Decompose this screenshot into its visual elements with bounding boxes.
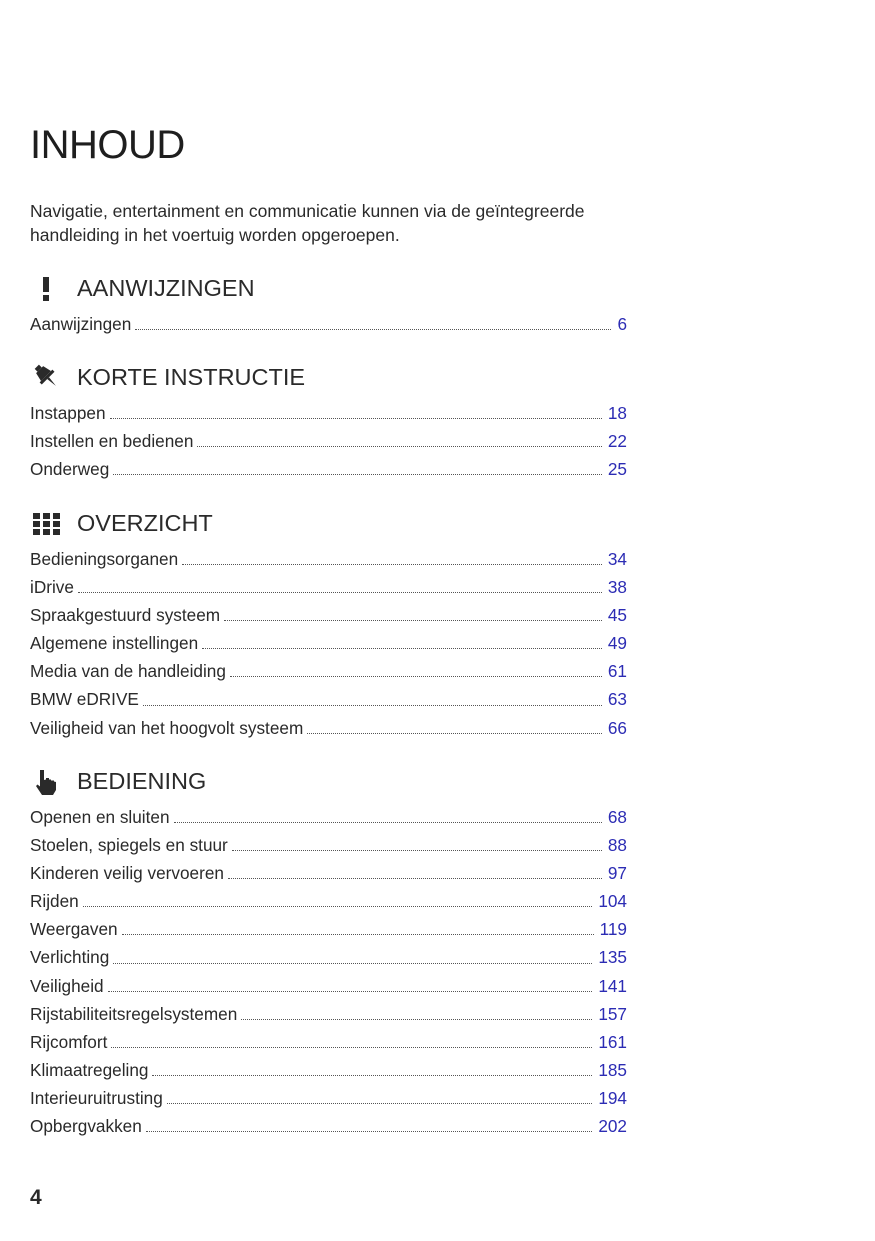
toc-entry[interactable] [30, 972, 627, 1000]
section-title: KORTE INSTRUCTIE [77, 363, 306, 390]
dot-leader [174, 821, 602, 823]
section-korte-instructie [30, 362, 627, 483]
hand-pointer-icon [30, 766, 64, 796]
section-title: BEDIENING [77, 767, 207, 794]
toc-entry[interactable] [30, 714, 627, 742]
toc-entry-label[interactable]: Opbergvakken [30, 1116, 142, 1137]
dot-leader [152, 1074, 592, 1076]
toc-entry-label[interactable]: Veiligheid [30, 975, 104, 996]
toc-entry-page[interactable]: 135 [598, 947, 627, 968]
grid-icon [30, 508, 64, 538]
toc-entry-page[interactable]: 119 [599, 919, 627, 940]
toc-entry[interactable] [30, 1000, 627, 1028]
toc-entry-page[interactable]: 97 [607, 863, 627, 884]
toc-entry-page[interactable]: 161 [598, 1031, 627, 1052]
toc-entry[interactable] [30, 1028, 627, 1056]
toc-entry-page[interactable]: 194 [598, 1087, 627, 1108]
dot-leader [122, 933, 594, 935]
dot-leader [224, 619, 602, 621]
toc-entry-page[interactable]: 88 [607, 835, 627, 856]
toc-entry-page[interactable]: 22 [607, 431, 627, 452]
toc-entry[interactable] [30, 427, 627, 455]
dot-leader [232, 849, 602, 851]
toc-entry-label[interactable]: Spraakgestuurd systeem [30, 605, 221, 626]
toc-entry-label[interactable]: Rijcomfort [30, 1031, 108, 1052]
section-aanwijzingen [30, 273, 627, 338]
section-bediening [30, 766, 627, 1140]
dot-leader [182, 563, 602, 565]
toc-entry[interactable] [30, 859, 627, 887]
toc-entry-label[interactable]: Klimaatregeling [30, 1059, 149, 1080]
pushpin-icon [30, 362, 64, 392]
toc-entry-label[interactable]: Rijstabiliteitsregelsystemen [30, 1003, 238, 1024]
toc-entry[interactable] [30, 399, 627, 427]
dot-leader [167, 1102, 593, 1104]
toc-entry[interactable] [30, 573, 627, 601]
dot-leader [241, 1018, 592, 1020]
toc-entry-page[interactable]: 141 [598, 975, 627, 996]
toc-entry-page[interactable]: 63 [607, 689, 627, 710]
toc-entry-label[interactable]: Bedieningsorganen [30, 549, 179, 569]
toc-entry[interactable] [30, 545, 627, 573]
toc-entry-label[interactable]: Weergaven [30, 919, 118, 940]
toc-entry-page[interactable]: 104 [598, 891, 627, 912]
section-title: AANWIJZINGEN [77, 274, 255, 301]
toc-entry[interactable] [30, 831, 627, 859]
toc-entry[interactable] [30, 803, 627, 831]
toc-entry[interactable] [30, 943, 627, 971]
toc-entry[interactable] [30, 1084, 627, 1112]
dot-leader [230, 675, 602, 677]
toc-entry-label[interactable]: Verlichting [30, 947, 110, 968]
dot-leader [197, 445, 601, 447]
toc-entry-page[interactable]: 38 [607, 577, 627, 598]
toc-entry-page[interactable]: 185 [598, 1059, 627, 1080]
toc-entry[interactable] [30, 657, 627, 685]
page-number: 4 [30, 1186, 42, 1209]
toc-entry-label[interactable]: Kinderen veilig vervoeren [30, 863, 224, 884]
toc-entry[interactable] [30, 685, 627, 713]
dot-leader [135, 328, 611, 330]
dot-leader [146, 1130, 593, 1132]
toc-entry-label[interactable]: Instellen en bedienen [30, 431, 194, 452]
dot-leader [113, 473, 602, 475]
toc-entry-label[interactable]: Stoelen, spiegels en stuur [30, 835, 228, 856]
dot-leader [78, 591, 602, 593]
toc-entry-label[interactable]: Onderweg [30, 459, 110, 480]
toc-entry-page[interactable]: 157 [598, 1003, 627, 1024]
toc-entry[interactable] [30, 887, 627, 915]
toc-entry-page[interactable]: 6 [617, 314, 627, 334]
toc-entry-label[interactable]: Aanwijzingen [30, 314, 132, 334]
toc-entry[interactable] [30, 455, 627, 483]
toc-entry[interactable] [30, 915, 627, 943]
toc-entry[interactable] [30, 310, 627, 338]
toc-entry-label[interactable]: Interieuruitrusting [30, 1087, 163, 1108]
toc-entry-page[interactable]: 34 [607, 549, 627, 569]
dot-leader [110, 417, 602, 419]
section-title: OVERZICHT [77, 509, 213, 536]
toc-entry-label[interactable]: BMW eDRIVE [30, 689, 139, 710]
dot-leader [111, 1046, 592, 1048]
section-overzicht [30, 508, 627, 742]
dot-leader [108, 990, 593, 992]
toc-entry-label[interactable]: Rijden [30, 891, 79, 912]
section-header [30, 362, 627, 392]
section-header [30, 273, 627, 303]
toc-entry[interactable] [30, 629, 627, 657]
toc-entry-label[interactable]: Openen en sluiten [30, 807, 170, 827]
toc-entry-label[interactable]: Media van de handleiding [30, 661, 226, 682]
toc-entry-page[interactable]: 25 [607, 459, 627, 480]
dot-leader [202, 647, 602, 649]
toc-entry[interactable] [30, 1056, 627, 1084]
dot-leader [143, 704, 602, 706]
toc-entry-page[interactable]: 18 [607, 403, 627, 423]
toc-entry-page[interactable]: 68 [607, 807, 627, 827]
dot-leader [228, 877, 602, 879]
toc-entry-page[interactable]: 66 [607, 717, 627, 738]
intro-text: Navigatie, entertainment en communicatie kunnen via de geïntegreerde handleiding in het voertuig worden opgeroepen. [30, 201, 585, 245]
toc-entry-page[interactable]: 49 [607, 633, 627, 654]
toc-entry-label[interactable]: Instappen [30, 403, 106, 423]
toc-entry-page[interactable]: 61 [607, 661, 627, 682]
dot-leader [83, 905, 593, 907]
toc-entry-page[interactable]: 45 [607, 605, 627, 626]
exclamation-icon [30, 273, 64, 303]
section-header [30, 766, 627, 796]
toc-entry-label[interactable]: Algemene instellingen [30, 633, 199, 654]
dot-leader [113, 962, 592, 964]
toc-entry-page[interactable]: 202 [598, 1116, 627, 1137]
toc-entry-label[interactable]: Veiligheid van het hoogvolt systeem [30, 717, 304, 738]
toc-entry[interactable] [30, 601, 627, 629]
toc-entry-label[interactable]: iDrive [30, 577, 74, 598]
toc-entry[interactable] [30, 1112, 627, 1140]
dot-leader [307, 732, 602, 734]
section-header [30, 508, 627, 538]
page-title: INHOUD [30, 122, 185, 167]
